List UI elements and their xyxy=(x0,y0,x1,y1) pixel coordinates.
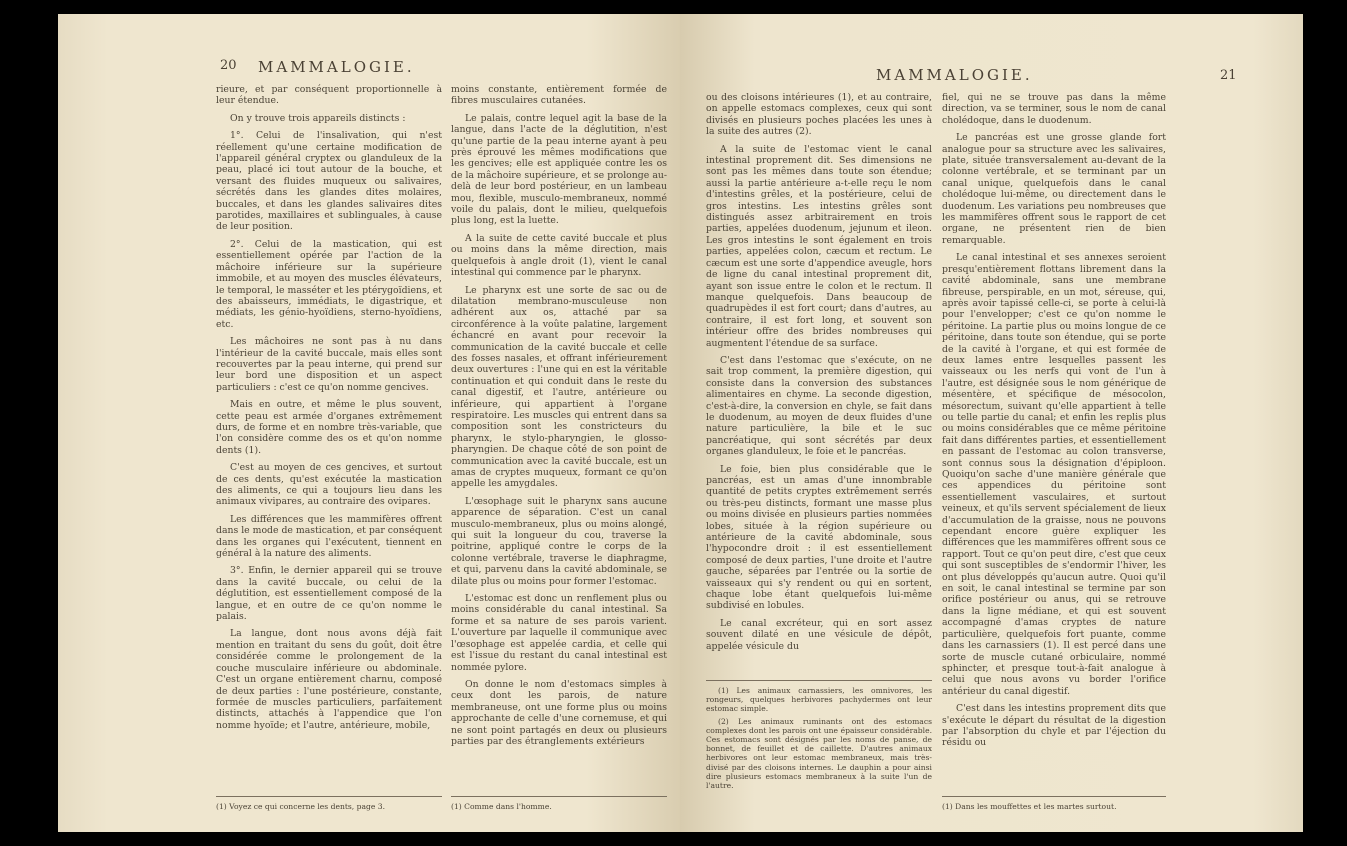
paragraph: On donne le nom d'estomacs simples à ceux dont les parois, de nature membraneuse, ont une forme plus ou moins approchante de celle d'une cornemuse, et qui ne sont point partagés en deux ou plusieurs parties par des étranglements extérieurs xyxy=(451,678,667,747)
page-number-left: 20 xyxy=(220,58,237,73)
footnote-rule xyxy=(942,796,1166,797)
running-header-left: MAMMALOGIE. xyxy=(258,58,415,76)
paragraph: Le canal intestinal et ses annexes seroient presqu'entièrement flottans librement dans la cavité abdominale, sans une membrane fibreuse, perspirable, en un mot, séreuse, qui, après avoir tapissé celle-ci, se porte à celui-là pour l'envelopper; c'est ce qu'on nomme le péritoine. La partie plus ou moins longue de ce péritoine, dans toute son étendue, qui se porte de la cavité à l'organe, et qui est formée de deux lames entre lesquelles passent les vaisseaux ou les nerfs qui vont de l'un à l'autre, est désignée sous le nom générique de mésentère, et spécifique de mésocolon, mésorectum, suivant qu'elle appartient à telle ou telle partie du canal; et enfin les replis plus ou moins considérables que ce même péritoine fait dans différentes parties, et essentiellement en passant de l'estomac au colon transverse, sont connus sous la désignation d'épiploon. Quoiqu'on sache d'une manière générale que ces appendices du péritoine sont essentiellement vasculaires, et surtout veineux, et qu'ils servent spécialement de lieux d'accumulation de la graisse, nous ne pouvons cependant encore guère expliquer les différences que les mammifères offrent sous ce rapport. Tout ce qu'on peut dire, c'est que ceux qui sont susceptibles de s'endormir l'hiver, les ont plus développés qu'aucun autre. Quoi qu'il en soit, le canal intestinal se termine par son orifice postérieur ou anus, qui se retrouve dans la ligne médiane, et qui est souvent accompagné d'amas cryptes de nature particulière, quelquefois fort puante, comme dans les carnassiers (1). Il est percé dans une sorte de muscle cutané orbiculaire, nommé sphincter, et presque tout-à-fait analogue à celui que nous avons vu border l'orifice antérieur du canal digestif. xyxy=(942,252,1167,697)
paragraph: 3°. Enfin, le dernier appareil qui se trouve dans la cavité buccale, ou celui de la déglutition, est essentiellement composé de la langue, et en outre de ce qu'on nomme le palais. xyxy=(216,565,442,623)
page-number-right: 21 xyxy=(1220,68,1237,83)
footnote-rule xyxy=(216,796,442,797)
paragraph: Le canal excréteur, qui en sort assez souvent dilaté en une vésicule de dépôt, appelée vésicule du xyxy=(706,617,932,652)
paragraph: (1) Les animaux carnassiers, les omnivores, les rongeurs, quelques herbivores pachydermes ont leur estomac simple. xyxy=(706,686,932,714)
paragraph: ou des cloisons intérieures (1), et au contraire, on appelle estomacs complexes, ceux qui sont divisés en plusieurs poches placées les unes à la suite des autres (2). xyxy=(706,92,932,138)
open-book xyxy=(58,14,1303,832)
paragraph: La langue, dont nous avons déjà fait mention en traitant du sens du goût, doit être considérée comme le prolongement de la couche musculaire inférieure ou abdominale. C'est un organe entièrement charnu, composé de deux parties : l'une postérieure, constante, formée de muscles particuliers, parfaitement distincts, attachés à l'appendice que l'on nomme hyoïde; et l'autre, antérieure, mobile, xyxy=(216,628,442,731)
footnote: (1) Dans les mouffettes et les martes surtout. xyxy=(942,802,1117,811)
footnotes xyxy=(706,686,932,793)
paragraph: C'est au moyen de ces gencives, et surtout de ces dents, qu'est exécutée la mastication des aliments, ce qui a toujours lieu dans les animaux vivipares, au contraire des ovipares. xyxy=(216,462,442,508)
paragraph: Mais en outre, et même le plus souvent, cette peau est armée d'organes extrêmement durs, de forme et en nombre très-variable, que l'on considère comme des os et qu'on nomme dents (1). xyxy=(216,399,442,456)
paragraph: Le foie, bien plus considérable que le pancréas, est un amas d'une innombrable quantité de petits cryptes extrêmement serrés ou très-peu distincts, formant une masse plus ou moins divisée en plusieurs parties nommées lobes, située à la région supérieure ou antérieure de la cavité abdominale, sous l'hypocondre droit : il est essentiellement composé de deux parties, l'une droite et l'autre gauche, séparées par l'entrée ou la sortie de vaisseaux qui s'y rendent ou qui en sortent, chaque lobe étant quelquefois lui-même subdivisé en lobules. xyxy=(706,463,932,612)
paragraph: 2°. Celui de la mastication, qui est essentiellement opérée par l'action de la mâchoire inférieure sur la supérieure immobile, et au moyen des muscles élévateurs, le temporal, le masséter et les ptérygoïdiens, et des abaisseurs, immédiats, le digastrique, et médiats, les génio-hyoïdiens, sterno-hyoïdiens, etc. xyxy=(216,238,442,330)
running-header-right: MAMMALOGIE. xyxy=(876,66,1033,84)
paragraph: Le pancréas est une grosse glande fort analogue pour sa structure avec les salivaires, plate, située transversalement au-devant de la colonne vertébrale, et se terminant par un canal unique, quelquefois dans le canal cholédoque lui-même, ou directement dans le duodenum. Les variations peu nombreuses que les mammifères offrent sous le rapport de cet organe, ne présentent rien de bien remarquable. xyxy=(942,132,1166,246)
footnote-rule xyxy=(706,680,932,681)
footnote: (1) Comme dans l'homme. xyxy=(451,802,552,811)
footnote: (1) Voyez ce qui concerne les dents, page 3. xyxy=(216,802,386,811)
right-column-1 xyxy=(706,92,932,658)
paragraph: Le pharynx est une sorte de sac ou de dilatation membrano-musculeuse non adhérent aux os, attaché par sa circonférence à la voûte palatine, largement échancré en avant pour recevoir la communication de la cavité buccale et celle des fosses nasales, et offrant inférieurement deux ouvertures : l'une qui en est la véritable continuation et qui conduit dans le reste du canal digestif, et l'autre, antérieure ou inférieure, qui appartient à l'organe respiratoire. Les muscles qui entrent dans sa composition sont les constricteurs du pharynx, le stylo-pharyngien, le glosso-pharyngien. De chaque côté de son point de communication avec la cavité buccale, est un amas de cryptes muqueux, formant ce qu'on appelle les amygdales. xyxy=(451,284,667,490)
paragraph: fiel, qui ne se trouve pas dans la même direction, va se terminer, sous le nom de canal cholédoque, dans le duodenum. xyxy=(942,92,1166,126)
left-column-2 xyxy=(451,84,667,753)
paragraph: (2) Les animaux ruminants ont des estomacs complexes dont les parois ont une épaisseur considérable. Ces estomacs sont désignés par les noms de panse, de bonnet, de feuillet et de caillette. D'autres animaux herbivores ont leur estomac membraneux, mais très-divisé par des cloisons internes. Le dauphin a pour ainsi dire plusieurs estomacs membraneux à la suite l'un de l'autre. xyxy=(706,716,932,791)
paragraph: Les mâchoires ne sont pas à nu dans l'intérieur de la cavité buccale, mais elles sont recouvertes par la peau interne, qui prend sur leur bord une disposition et un aspect particuliers : c'est ce qu'on nomme gencives. xyxy=(216,336,442,393)
paragraph: Les différences que les mammifères offrent dans le mode de mastication, et par conséquent dans les organes qui l'exécutent, tiennent en général à la nature des aliments. xyxy=(216,513,442,560)
left-page xyxy=(58,14,680,832)
footnote-rule xyxy=(451,796,667,797)
right-column-2 xyxy=(942,92,1166,755)
paragraph: rieure, et par conséquent proportionnelle à leur étendue. xyxy=(216,84,442,107)
paragraph: moins constante, entièrement formée de fibres musculaires cutanées. xyxy=(451,84,667,107)
left-column-1 xyxy=(216,84,442,737)
paragraph: Le palais, contre lequel agit la base de la langue, dans l'acte de la déglutition, n'est qu'une partie de la peau interne ayant à peu près éprouvé les mêmes modifications que les gencives; elle est appliquée contre les os de la mâchoire supérieure, et se prolonge au-delà de leur bord postérieur, en un lambeau mou, flexible, musculo-membraneux, nommé voile du palais, dont le milieu, quelquefois plus long, est la luette. xyxy=(451,112,667,227)
paragraph: C'est dans l'estomac que s'exécute, on ne sait trop comment, la première digestion, qui consiste dans la conversion des substances alimentaires en chyme. La seconde digestion, c'est-à-dire, la conversion en chyle, se fait dans le duodenum, au moyen de deux fluides d'une nature particulière, la bile et le suc pancréatique, qui sont sécrétés par deux organes glanduleux, le foie et le pancréas. xyxy=(706,354,932,458)
paragraph: 1°. Celui de l'insalivation, qui n'est réellement qu'une certaine modification de l'appareil général cryptex ou glanduleux de la peau, placé ici tout autour de la bouche, et versant des fluides muqueux ou salivaires, sécrétés dans les glandes dites molaires, buccales, et dans les glandes salivaires dites parotides, maxillaires et sublinguales, à cause de leur position. xyxy=(216,130,442,233)
paragraph: A la suite de l'estomac vient le canal intestinal proprement dit. Ses dimensions ne sont pas les mêmes dans toute son étendue; aussi la partie antérieure a-t-elle reçu le nom d'intestins grêles, et la postérieure, celui de gros intestins. Les intestins grêles sont distingués assez arbitrairement en trois parties, appelées duodenum, jejunum et ileon. Les gros intestins le sont également en trois parties, appelées colon, cæcum et rectum. Le cæcum est une sorte d'appendice aveugle, hors de ligne du canal intestinal proprement dit, ayant son issue entre le colon et le rectum. Il manque quelquefois. Dans beaucoup de quadrupèdes il est fort court; dans d'autres, au contraire, il est fort long, et souvent son intérieur offre des brides nombreuses qui augmentent l'étendue de sa surface. xyxy=(706,143,932,349)
paragraph: A la suite de cette cavité buccale et plus ou moins dans la même direction, mais quelquefois à angle droit (1), vient le canal intestinal qui commence par le pharynx. xyxy=(451,232,667,279)
paragraph: L'estomac est donc un renflement plus ou moins considérable du canal intestinal. Sa forme et sa nature de ses parois varient. L'ouverture par laquelle il communique avec l'œsophage est appelée cardia, et celle qui est l'issue du restant du canal intestinal est nommée pylore. xyxy=(451,593,667,673)
paragraph: On y trouve trois appareils distincts : xyxy=(230,112,406,124)
paragraph: L'œsophage suit le pharynx sans aucune apparence de séparation. C'est un canal musculo-membraneux, plus ou moins alongé, qui suit la longueur du cou, traverse la poitrine, appliqué contre le corps de la colonne vertébrale, traverse le diaphragme, et qui, parvenu dans la cavité abdominale, se dilate plus ou moins pour former l'estomac. xyxy=(451,495,667,587)
paragraph: C'est dans les intestins proprement dits que s'exécute le départ du résultat de la digestion par l'absorption du chyle et par l'éjection du résidu ou xyxy=(942,703,1166,749)
right-page xyxy=(680,14,1303,832)
